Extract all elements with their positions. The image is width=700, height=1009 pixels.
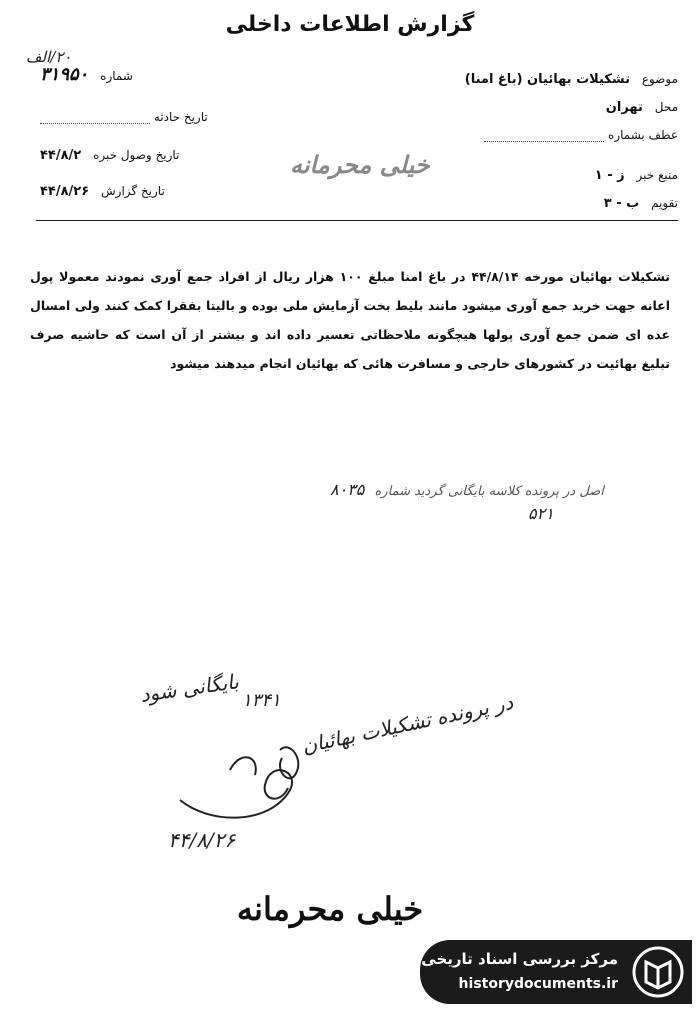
subject-field (465, 72, 678, 87)
archive-logo-icon (632, 946, 684, 998)
receipt-date-value: ۴۴/۸/۲ (40, 148, 82, 163)
evaluation-label: تقویم (651, 196, 678, 210)
archive-logo-banner (420, 940, 692, 1004)
source-label: منبع خبر (636, 168, 678, 182)
subject-value: تشکیلات بهائیان (باغ امنا) (464, 72, 630, 87)
signature-graphic (170, 730, 370, 840)
handwritten-date: ۴۴/۸/۲۶ (168, 828, 236, 852)
reference-field (484, 128, 678, 142)
number-field (40, 64, 133, 85)
reference-label: عطف بشماره (608, 128, 678, 142)
incident-date-line (40, 123, 150, 124)
report-date-label: تاریخ گزارش (101, 184, 165, 198)
location-value: تهران (605, 100, 643, 115)
archive-site-url: historydocuments.ir (458, 976, 618, 992)
location-field (606, 100, 678, 115)
handwritten-line-2: ۱۳۴۱ (242, 690, 281, 711)
number-label: شماره (100, 69, 133, 83)
archive-center-name: مرکز بررسی اسناد تاریخی (421, 950, 618, 968)
source-value: ز - ۱ (594, 168, 625, 183)
archive-note-number: ۸۰۳۵ (330, 480, 365, 499)
report-body: تشکیلات بهائیان مورخه ۴۴/۸/۱۴ در باغ امنا مبلغ ۱۰۰ هزار ریال از افراد جمع آوری نمودند معمولا پول اعانه جهت خرید جمع آوری میشود مانند بلیط بخت آزمایش ملی بوده و بالیتا بفقرا کمک کنند ولی امسال عده ای ضمن جمع آوری پولها هیچگونه ملاحظاتی تعسیر داده اند و بیشتر از آن است که حاشیه صرف تبلیغ بهائیت در کشورهای خارجی و مسافرت هائی که بهائیان انجام میدهند میشود (30, 269, 670, 371)
report-date-value: ۴۴/۸/۲۶ (40, 184, 90, 199)
page-title: گزارش اطلاعات داخلی (225, 12, 475, 37)
location-label: محل (654, 100, 678, 114)
number-annotation: ۲۰/الف (26, 48, 72, 66)
evaluation-value: ب - ۳ (603, 196, 640, 211)
confidential-stamp-mid: خیلی محرمانه (290, 150, 430, 179)
handwritten-line-3: بایگانی شود (138, 669, 241, 707)
report-date-field (40, 184, 165, 199)
incident-date-label: تاریخ حادثه (153, 110, 208, 124)
archive-note-text: اصل در پرونده کلاسه بایگانی گردید شماره (374, 484, 604, 499)
subject-label: موضوع (641, 72, 678, 86)
archive-note (330, 480, 604, 499)
incident-date-field (40, 110, 208, 124)
archive-sub-number: ۵۲۱ (528, 504, 554, 523)
evaluation-field (604, 196, 678, 211)
receipt-date-label: تاریخ وصول خبره (93, 148, 180, 162)
confidential-stamp-footer: خیلی محرمانه (236, 890, 424, 928)
handwritten-line-1: در پرونده تشکیلات بهائیان (299, 689, 516, 759)
source-field (595, 168, 678, 183)
number-value: ۳۱۹۵۰ (40, 64, 89, 85)
header-divider (36, 220, 678, 221)
receipt-date-field (40, 148, 179, 163)
reference-line (484, 141, 604, 142)
